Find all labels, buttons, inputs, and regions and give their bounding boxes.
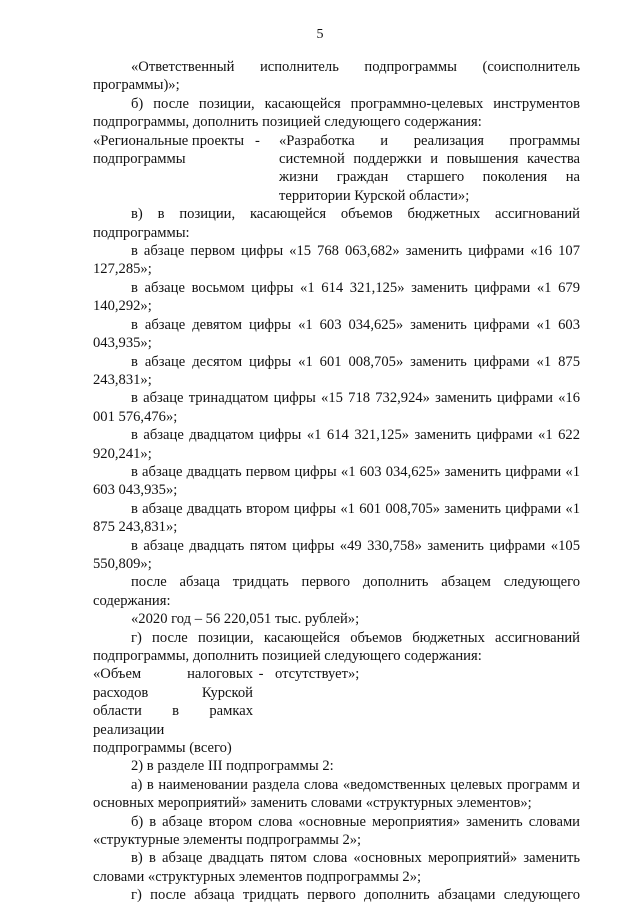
paragraph: в абзаце первом цифры «15 768 063,682» заменить цифрами «16 107 127,285»; [93, 243, 580, 278]
inserted-position-table [93, 132, 580, 206]
paragraph: в) в абзаце двадцать пятом слова «основных мероприятий» заменить словами «структурных элементов подпрограммы 2»; [93, 850, 580, 885]
paragraph: в абзаце двадцать пятом цифры «49 330,758» заменить цифрами «105 550,809»; [93, 537, 580, 572]
position-name: «Объем налоговых [93, 666, 253, 683]
tax-expenditure-table [93, 665, 580, 757]
paragraph: а) в наименовании раздела слова «ведомственных целевых программ и основных мероприятий» заменить словами «структурных элементов»; [93, 776, 580, 812]
paragraph: в абзаце девятом цифры «1 603 034,625» заменить цифрами «1 603 043,935»; [93, 316, 580, 352]
paragraph: в абзаце двадцатом цифры «1 614 321,125» заменить цифрами «1 622 920,241»; [93, 427, 580, 462]
paragraph: в абзаце десятом цифры «1 601 008,705» заменить цифрами «1 875 243,831»; [93, 353, 580, 388]
paragraph: 2) в разделе III подпрограммы 2: [131, 758, 334, 775]
paragraph: в абзаце двадцать первом цифры «1 603 034,625» заменить цифрами «1 603 043,935»; [93, 463, 580, 499]
position-value: «Разработка и реализация программы системной поддержки и повышения качества жизни граждан старшего поколения на территории Курской области»; [279, 132, 580, 204]
position-value: отсутствует»; [275, 666, 360, 683]
document-body [93, 58, 580, 905]
position-dash: - [258, 666, 264, 683]
paragraph: б) после позиции, касающейся программно-целевых инструментов подпрограммы, дополнить позицией следующего содержания: [93, 95, 580, 131]
page-number: 5 [316, 27, 324, 42]
paragraph: в абзаце восьмом цифры «1 614 321,125» заменить цифрами «1 679 140,292»; [93, 279, 580, 315]
paragraph: в абзаце тринадцатом цифры «15 718 732,924» заменить цифрами «16 001 576,476»; [93, 390, 580, 425]
paragraph: в) в позиции, касающейся объемов бюджетных ассигнований подпрограммы: [93, 206, 580, 241]
paragraph: г) после абзаца тридцать первого дополнить абзацами следующего [131, 887, 580, 904]
paragraph: после абзаца тридцать первого дополнить абзацем следующего содержания: [93, 574, 580, 609]
paragraph: «2020 год – 56 220,051 тыс. рублей»; [131, 611, 360, 628]
position-name: «Региональные проекты подпрограммы [93, 132, 245, 168]
paragraph: г) после позиции, касающейся объемов бюджетных ассигнований подпрограммы, дополнить позицией следующего содержания: [93, 629, 580, 664]
paragraph: б) в абзаце втором слова «основные мероприятия» заменить словами «структурные элементы подпрограммы 2»; [93, 813, 580, 849]
paragraph: «Ответственный исполнитель подпрограммы (соисполнитель программы)»; [93, 59, 580, 94]
position-name-continued: расходов Курской области в рамках реализации подпрограммы (всего) [93, 684, 253, 757]
paragraph: в абзаце двадцать втором цифры «1 601 008,705» заменить цифрами «1 875 243,831»; [93, 500, 580, 536]
position-dash: - [255, 132, 260, 149]
